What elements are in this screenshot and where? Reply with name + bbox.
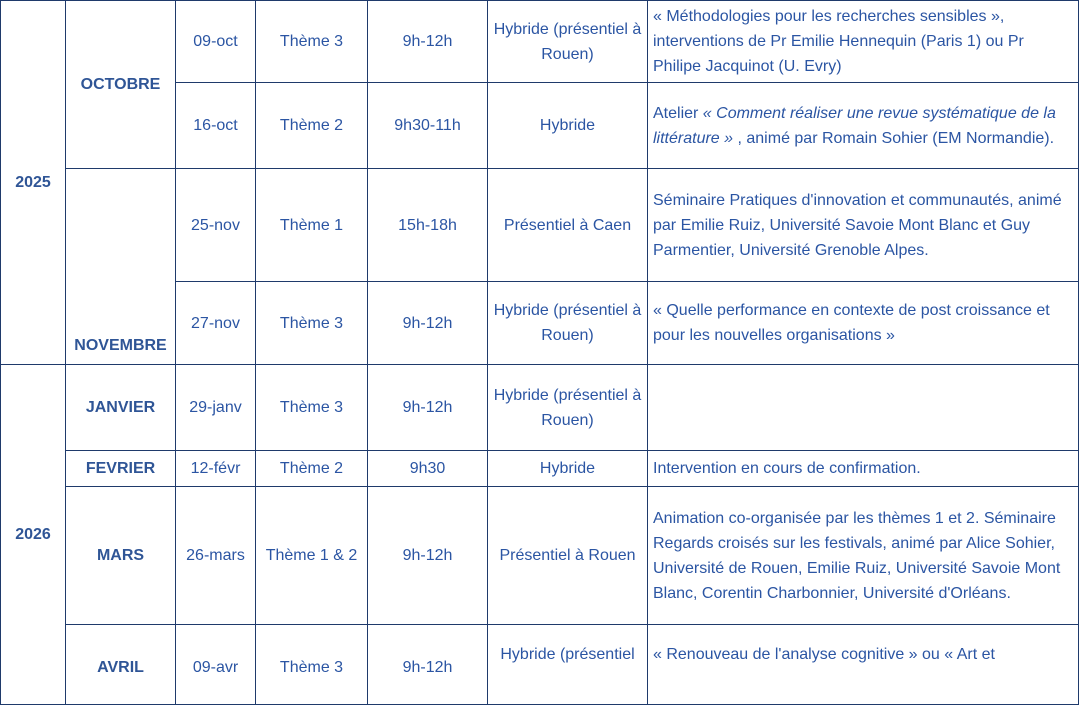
description-cell: Intervention en cours de confirmation. — [648, 451, 1079, 487]
date-cell: 27-nov — [176, 282, 256, 365]
description-cell: « Méthodologies pour les recherches sensibles », interventions de Pr Emilie Hennequin (Paris 1) ou Pr Philipe Jacquinot (U. Evry) — [648, 1, 1079, 83]
mode-cell: Hybride — [488, 451, 648, 487]
description-cell — [648, 365, 1079, 451]
month-cell: MARS — [66, 487, 176, 625]
hours-cell: 9h30-11h — [368, 83, 488, 169]
theme-cell: Thème 2 — [256, 83, 368, 169]
date-cell: 09-avr — [176, 625, 256, 705]
mode-cell: Présentiel à Caen — [488, 169, 648, 282]
description-cell — [648, 83, 1079, 169]
table-row — [1, 625, 1079, 705]
hours-cell: 15h-18h — [368, 169, 488, 282]
table-row — [1, 487, 1079, 625]
date-cell: 26-mars — [176, 487, 256, 625]
year-cell: 2026 — [1, 365, 66, 705]
mode-cell: Hybride — [488, 83, 648, 169]
mode-cell: Hybride (présentiel à Rouen) — [488, 365, 648, 451]
description-cell: Séminaire Pratiques d'innovation et communautés, animé par Emilie Ruiz, Université Savoie Mont Blanc et Guy Parmentier, Université Grenoble Alpes. — [648, 169, 1079, 282]
month-cell: AVRIL — [66, 625, 176, 705]
month-cell: FEVRIER — [66, 451, 176, 487]
date-cell: 25-nov — [176, 169, 256, 282]
date-cell: 16-oct — [176, 83, 256, 169]
date-cell: 12-févr — [176, 451, 256, 487]
theme-cell: Thème 2 — [256, 451, 368, 487]
month-cell: OCTOBRE — [66, 1, 176, 169]
mode-cell: Hybride (présentiel à Rouen) — [488, 282, 648, 365]
theme-cell: Thème 3 — [256, 625, 368, 705]
description-cell: « Renouveau de l'analyse cognitive » ou « Art et — [648, 625, 1079, 705]
hours-cell: 9h-12h — [368, 625, 488, 705]
table-row — [1, 1, 1079, 83]
description-cell: Animation co-organisée par les thèmes 1 et 2. Séminaire Regards croisés sur les festivals, animé par Alice Sohier, Université de Rouen, Emilie Ruiz, Université Savoie Mont Blanc, Corentin Charbonnier, Université d'Orléans. — [648, 487, 1079, 625]
mode-cell: Présentiel à Rouen — [488, 487, 648, 625]
description-cell: « Quelle performance en contexte de post croissance et pour les nouvelles organisations » — [648, 282, 1079, 365]
hours-cell: 9h-12h — [368, 282, 488, 365]
table-row — [1, 451, 1079, 487]
hours-cell: 9h-12h — [368, 1, 488, 83]
workshop-title: « Comment réaliser une revue systématique de la littérature » — [653, 104, 1056, 147]
hours-cell: 9h30 — [368, 451, 488, 487]
mode-cell: Hybride (présentiel — [488, 625, 648, 705]
theme-cell: Thème 1 & 2 — [256, 487, 368, 625]
theme-cell: Thème 3 — [256, 282, 368, 365]
date-cell: 09-oct — [176, 1, 256, 83]
month-cell: JANVIER — [66, 365, 176, 451]
description-prefix: Atelier — [653, 104, 703, 122]
table-row — [1, 365, 1079, 451]
hours-cell: 9h-12h — [368, 365, 488, 451]
theme-cell: Thème 1 — [256, 169, 368, 282]
mode-cell: Hybride (présentiel à Rouen) — [488, 1, 648, 83]
table-row — [1, 169, 1079, 282]
description-suffix: , animé par Romain Sohier (EM Normandie). — [733, 129, 1055, 147]
year-cell: 2025 — [1, 1, 66, 365]
date-cell: 29-janv — [176, 365, 256, 451]
hours-cell: 9h-12h — [368, 487, 488, 625]
theme-cell: Thème 3 — [256, 1, 368, 83]
month-cell: NOVEMBRE — [66, 169, 176, 365]
theme-cell: Thème 3 — [256, 365, 368, 451]
